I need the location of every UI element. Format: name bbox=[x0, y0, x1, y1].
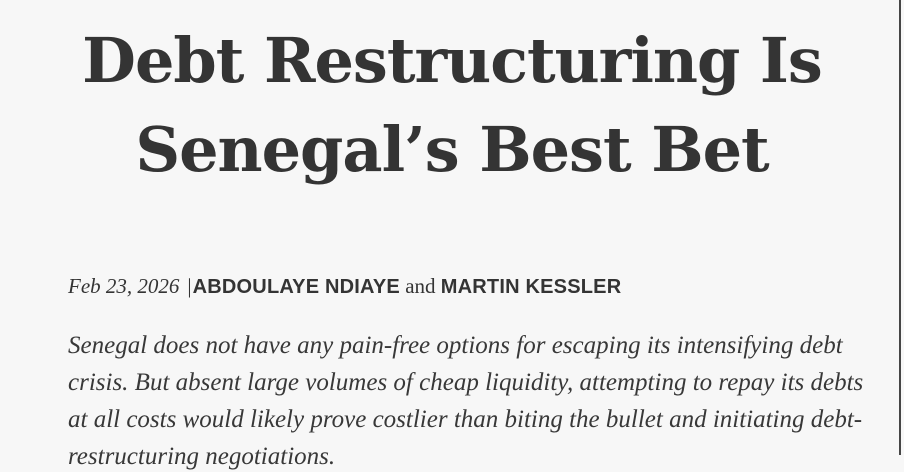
article-title bbox=[0, 16, 904, 194]
byline-separator: | bbox=[187, 274, 192, 298]
article-lede: Senegal does not have any pain-free options for escaping its intensifying debt crisis. But absent large volumes of cheap liquidity, attempting to repay its debts at all costs would likely prove costlier than biting the bullet and initiating debt-restructuring negotiations. bbox=[68, 332, 864, 470]
byline-conjunction: and bbox=[405, 274, 436, 298]
publish-date: Feb 23, 2026 bbox=[68, 274, 180, 298]
article-title-line-1: Debt Restructuring Is bbox=[82, 24, 822, 97]
author-link-martin-kessler[interactable]: MARTIN KESSLER bbox=[440, 276, 622, 298]
scrollbar-thumb[interactable] bbox=[899, 0, 901, 455]
byline bbox=[68, 274, 868, 299]
article-title-line-2: Senegal’s Best Bet bbox=[135, 113, 769, 186]
author-link-abdoulaye-ndiaye[interactable]: ABDOULAYE NDIAYE bbox=[192, 276, 400, 298]
scrollbar-track[interactable] bbox=[899, 0, 904, 472]
